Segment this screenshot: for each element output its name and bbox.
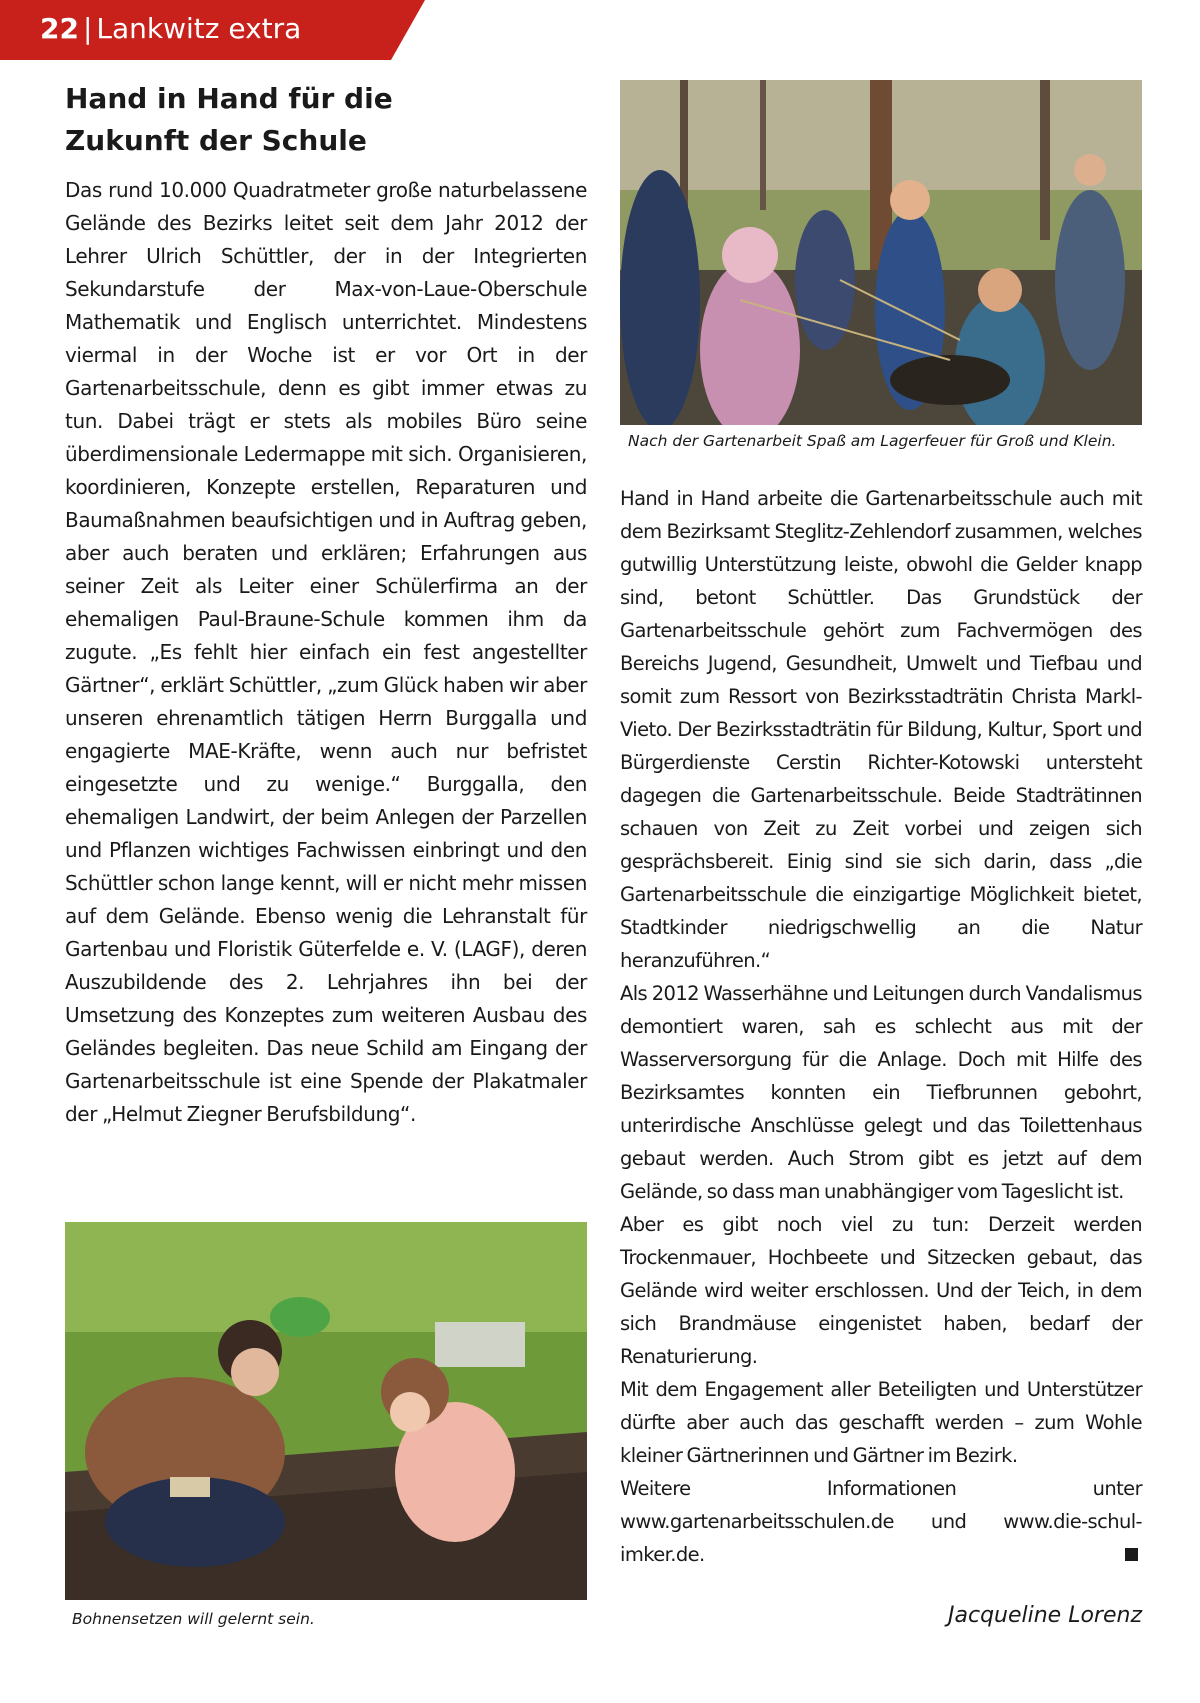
left-column [65,78,587,1131]
headline-line-2: Zukunft der Schule [65,124,367,157]
right-paragraph-5 [620,1472,1142,1571]
article-headline [65,78,587,162]
section-title: Lankwitz extra [96,12,302,45]
right-paragraph-4: Mit dem Engagement aller Beteiligten und Unterstützer dürfte aber auch das geschafft werden – zum Wohle kleiner Gärtnerinnen und Gärtner im Bezirk. [620,1378,1142,1467]
right-paragraph-2: Als 2012 Wasserhähne und Leitungen durch Vandalismus demontiert waren, sah es schlecht aus mit der Wasserversorgung für die Anlage. Doch mit Hilfe des Bezirksamtes konnten ein Tiefbrunnen gebohrt, unterirdische Anschlüsse gelegt und das Toilettenhaus gebaut werden. Auch Strom gibt es jetzt auf dem Gelände, so dass man unabhängiger vom Tageslicht ist. [620,982,1142,1203]
garden-photo [65,1222,587,1600]
right-paragraph-3: Aber es gibt noch viel zu tun: Derzeit werden Trockenmauer, Hochbeete und Sitzecken gebaut, das Gelände wird weiter erschlossen. Und der Teich, in dem sich Brandmäuse eingenistet haben, bedarf der Renaturierung. [620,1213,1142,1368]
right-column [620,482,1142,1571]
campfire-photo [620,80,1142,425]
headline-line-1: Hand in Hand für die [65,82,393,115]
end-mark-icon [1125,1548,1138,1561]
left-body-text: Das rund 10.000 Quadratmeter große naturbelassene Gelände des Bezirks leitet seit dem Jahr 2012 der Lehrer Ulrich Schüttler, der in der Integrierten Sekundarstufe der Max-von-Laue-Oberschule Mathematik und Englisch unterrichtet. Mindestens viermal in der Woche ist er vor Ort in der Gartenarbeitsschule, denn es gibt immer etwas zu tun. Dabei trägt er stets als mobiles Büro seine überdimensionale Ledermappe mit sich. Organisieren, koordinieren, Konzepte erstellen, Reparaturen und Baumaßnahmen beaufsichtigen und in Auftrag geben, aber auch beraten und erklären; Erfahrungen aus seiner Zeit als Leiter einer Schülerfirma an der ehemaligen Paul-Braune-Schule kommen ihm da zugute. „Es fehlt hier einfach ein fest angestellter Gärtner“, erklärt Schüttler, „zum Glück haben wir aber unseren ehrenamtlich tätigen Herrn Burggalla und engagierte MAE-Kräfte, wenn auch nur befristet eingesetzte und zu wenige.“ Burggalla, den ehemaligen Landwirt, der beim Anlegen der Parzellen und Pflanzen wichtiges Fachwissen einbringt und den Schüttler schon lange kennt, will er nicht mehr missen auf dem Gelände. Ebenso wenig die Lehranstalt für Gartenbau und Floristik Güterfelde e. V. (LAGF), deren Auszubildende des 2. Lehrjahres ihn bei der Umsetzung des Konzeptes zum weiteren Ausbau des Geländes begleiten. Das neue Schild am Eingang der Gartenarbeitsschule ist eine Spende der Plakatmaler der „Helmut Ziegner Berufsbildung“. [65,178,587,1126]
header-separator: | [82,12,93,45]
right-paragraph-1: Hand in Hand arbeite die Gartenarbeitsschule auch mit dem Bezirksamt Steglitz-Zehlendorf zusammen, welches gutwillig Unterstützung leiste, obwohl die Gelder knapp sind, betont Schüttler. Das Grundstück der Gartenarbeitsschule gehört zum Fachvermögen des Bereichs Jugend, Gesundheit, Umwelt und Tiefbau und somit zum Ressort von Bezirksstadträtin Christa Markl-Vieto. Der Bezirksstadträtin für Bildung, Kultur, Sport und Bürgerdienste Cerstin Richter-Kotowski untersteht dagegen die Gartenarbeitsschule. Beide Stadträtinnen schauen von Zeit zu Zeit vorbei und zeigen sich gesprächsbereit. Einig sind sie sich darin, dass „die Gartenarbeitsschule die einzigartige Möglichkeit bietet, Stadtkinder niedrigschwellig an die Natur heranzuführen.“ [620,487,1142,972]
campfire-photo-caption: Nach der Gartenarbeit Spaß am Lagerfeuer für Groß und Klein. [628,432,1117,450]
page-number: 22 [40,12,79,45]
more-info-text: Weitere Informationen unter www.gartenarbeitsschulen.de und www.die-schul-imker.de. [620,1477,1142,1566]
garden-photo-caption: Bohnensetzen will gelernt sein. [72,1610,315,1628]
author-name: Jacqueline Lorenz [948,1603,1142,1628]
page-header [40,9,301,49]
